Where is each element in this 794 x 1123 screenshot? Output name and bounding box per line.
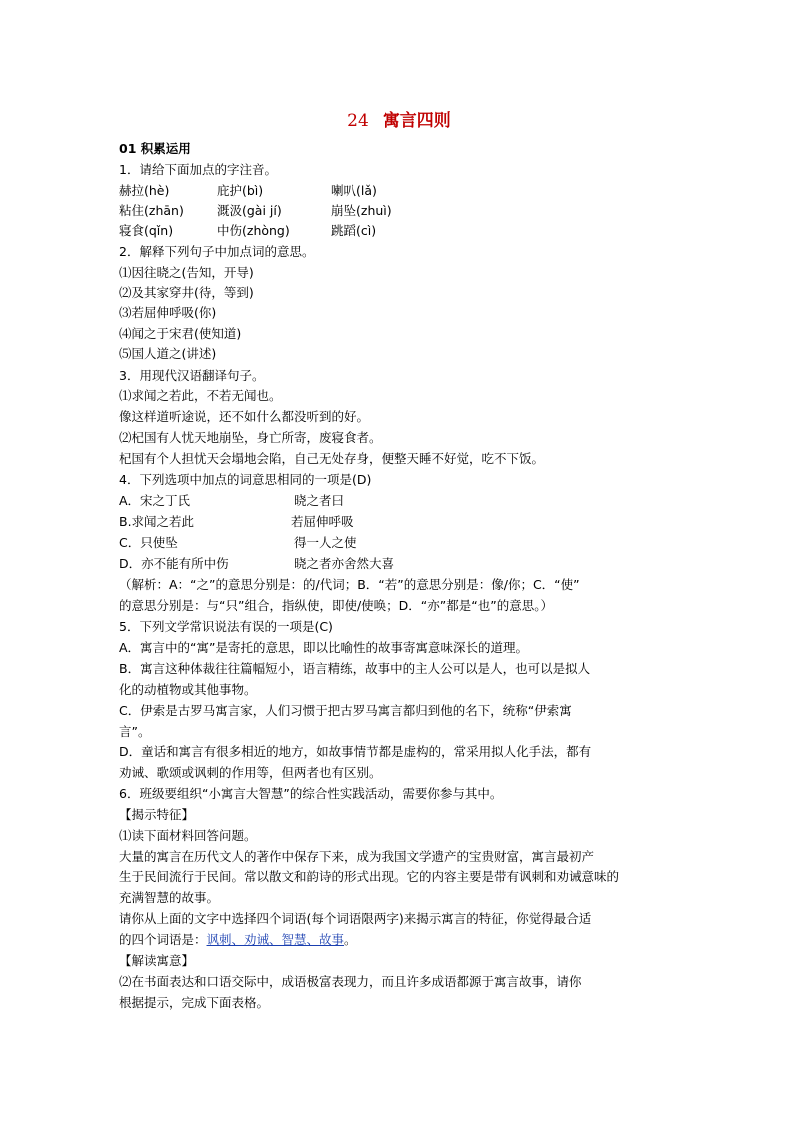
section-heading: 01 积累运用 [119, 141, 191, 156]
q2-item: ⑴因往晓之(告知，开导) [119, 265, 254, 280]
q5-stem: 5．下列文学常识说法有误的一项是(C) [119, 619, 333, 634]
q4-analysis: 的意思分别是：与“只”组合，指纵使，即使/使唤；D．“亦”都是“也”的意思。） [119, 598, 553, 613]
q2-item: ⑸国人道之(讲述) [119, 346, 217, 361]
option-right: 晓之者亦舍然大喜 [294, 556, 395, 571]
q6-ask-text: 的四个词语是： [119, 932, 207, 947]
pinyin-item: 中伤(zhòng) [217, 223, 290, 238]
q3-item: 杞国有个人担忧天会塌地会陷，自己无处存身，便整天睡不好觉，吃不下饭。 [119, 451, 545, 466]
q6-material: 大量的寓言在历代文人的著作中保存下来，成为我国文学遗产的宝贵财富，寓言最初产 [119, 849, 595, 864]
q5-line: 化的动植物或其他事物。 [119, 682, 257, 697]
pinyin-item: 粘住(zhān) [119, 203, 184, 218]
q6-material: 生于民间流行于民间。常以散文和韵诗的形式出现。它的内容主要是带有讽刺和劝诫意味的 [119, 869, 620, 884]
pinyin-item: 赫拉(hè) [119, 183, 170, 198]
q6-heading: 【解读寓意】 [119, 953, 195, 968]
lesson-number: 24 [347, 111, 369, 131]
q6-heading: 【揭示特征】 [119, 807, 195, 822]
option-left: D．亦不能有所中伤 [119, 556, 229, 571]
q6-answer-end: 。 [344, 932, 357, 947]
option-right: 晓之者曰 [294, 493, 345, 508]
pinyin-item: 溉汲(gài jí) [217, 203, 282, 218]
q5-line: A．寓言中的“寓”是寄托的意思，即以比喻性的故事寄寓意味深长的道理。 [119, 640, 529, 655]
pinyin-item: 喇叭(lǎ) [331, 183, 377, 198]
q3-item: 像这样道听途说，还不如什么都没听到的好。 [119, 409, 370, 424]
option-right: 若屈伸呼吸 [291, 514, 354, 529]
pinyin-item: 跳蹈(cì) [331, 223, 377, 238]
option-left: A．宋之丁氏 [119, 493, 191, 508]
option-left: B.求闻之若此 [119, 514, 195, 529]
option-right: 得一人之使 [294, 535, 357, 550]
q6-sub: ⑴读下面材料回答问题。 [119, 828, 257, 843]
q5-line: 劝诫、歌颂或讽刺的作用等，但两者也有区别。 [119, 765, 382, 780]
q6-ask-answer [119, 930, 357, 950]
q5-line: C．伊索是古罗马寓言家，人们习惯于把古罗马寓言都归到他的名下，统称“伊索寓 [119, 703, 572, 718]
q5-line: 言”。 [119, 724, 151, 739]
q6-ask: 请你从上面的文字中选择四个词语(每个词语限两字)来揭示寓言的特征，你觉得最合适 [119, 911, 592, 926]
q5-line: B．寓言这种体裁往往篇幅短小，语言精练，故事中的主人公可以是人，也可以是拟人 [119, 661, 591, 676]
q4-analysis: （解析：A：“之”的意思分别是：的/代词；B．“若”的意思分别是：像/你；C．“使” [119, 577, 580, 592]
lesson-title: 寓言四则 [382, 111, 451, 131]
pinyin-item: 庇护(bì) [217, 183, 264, 198]
q6-stem: 6．班级要组织“小寓言大智慧”的综合性实践活动，需要你参与其中。 [119, 786, 503, 801]
pinyin-item: 崩坠(zhuì) [331, 203, 392, 218]
q2-item: ⑶若屈伸呼吸(你) [119, 305, 217, 320]
q6-answer: 讽刺、劝诫、智慧、故事 [206, 932, 345, 947]
page-title [119, 106, 679, 131]
q3-item: ⑵杞国有人忧天地崩坠，身亡所寄，废寝食者。 [119, 430, 382, 445]
pinyin-item: 寝食(qǐn) [119, 223, 174, 238]
q5-line: D．童话和寓言有很多相近的地方，如故事情节都是虚构的，常采用拟人化手法，都有 [119, 744, 592, 759]
q1-stem: 1．请给下面加点的字注音。 [119, 162, 277, 177]
q3-item: ⑴求闻之若此，不若无闻也。 [119, 388, 282, 403]
q4-stem: 4．下列选项中加点的词意思相同的一项是(D) [119, 472, 372, 487]
q6-material: 充满智慧的故事。 [119, 890, 220, 905]
q6-sub: 根据提示，完成下面表格。 [119, 995, 270, 1010]
option-left: C．只使坠 [119, 535, 178, 550]
q6-sub: ⑵在书面表达和口语交际中，成语极富表现力，而且许多成语都源于寓言故事，请你 [119, 974, 582, 989]
q2-item: ⑷闻之于宋君(使知道) [119, 326, 242, 341]
q3-stem: 3．用现代汉语翻译句子。 [119, 368, 265, 383]
q2-item: ⑵及其家穿井(待，等到) [119, 285, 254, 300]
q2-stem: 2．解释下列句子中加点词的意思。 [119, 244, 315, 259]
